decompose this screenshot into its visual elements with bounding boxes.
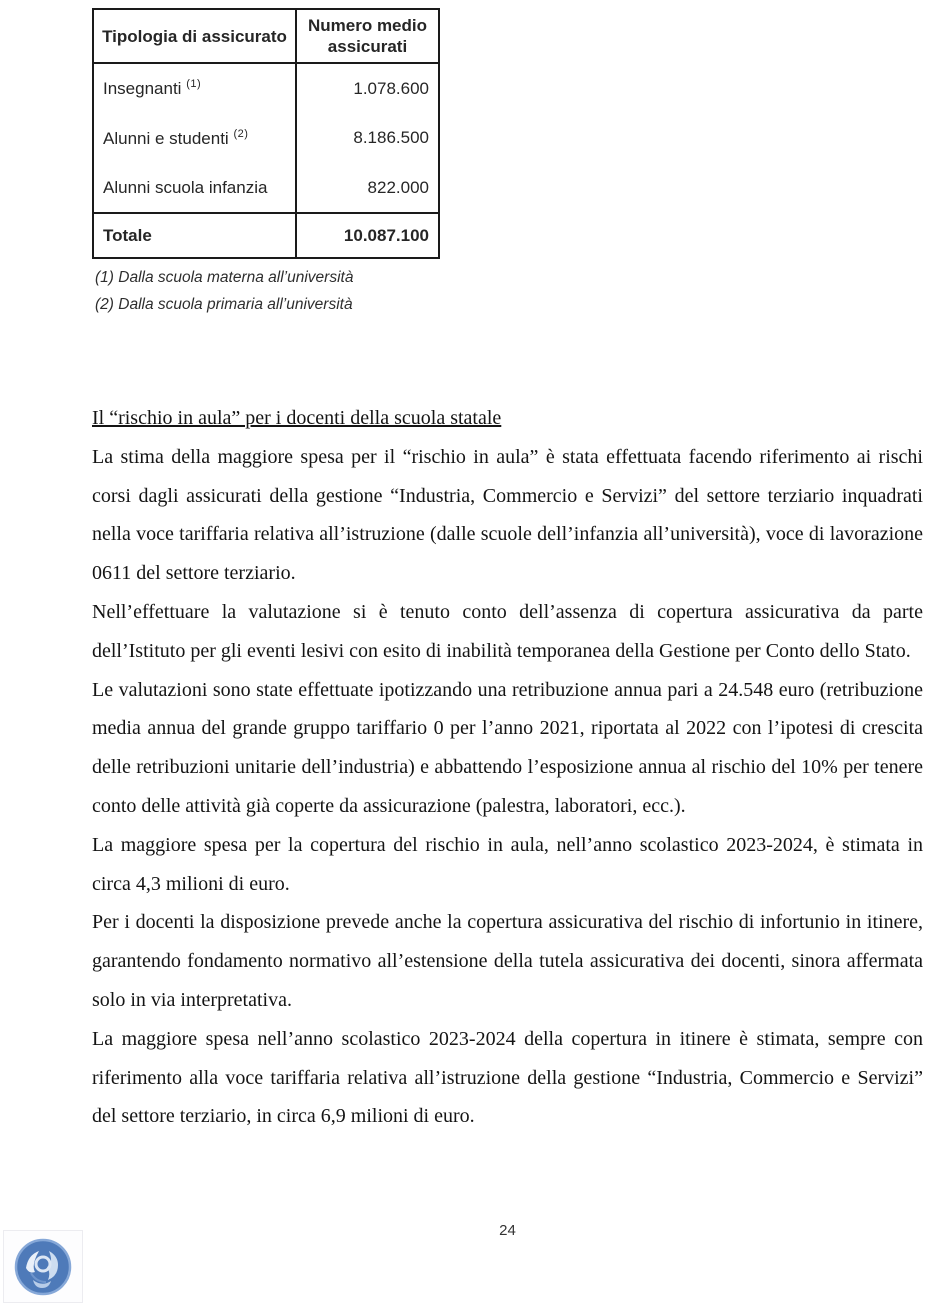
section-heading: Il “rischio in aula” per i docenti della scuola statale: [92, 407, 502, 429]
footnote-2: (2) Dalla scuola primaria all’università: [95, 296, 353, 313]
header-tipologia: Tipologia di assicurato: [93, 9, 296, 63]
table-header-row: [93, 9, 439, 63]
paragraph: Nell’effettuare la valutazione si è tenuto conto dell’assenza di copertura assicurativa da parte dell’Istituto per gli eventi lesivi con esito di inabilità temporanea della Gestione per Conto dello Stato.: [92, 600, 923, 662]
table-row: [93, 163, 439, 213]
seal-logo-box: [3, 1230, 83, 1303]
footnote-marker: (2): [233, 127, 249, 140]
insured-table: [92, 8, 440, 259]
footnote-1: (1) Dalla scuola materna all’università: [95, 269, 354, 286]
row-label: Alunni scuola infanzia: [103, 177, 268, 197]
body-text: [92, 399, 923, 1136]
paragraph: Le valutazioni sono state effettuate ipotizzando una retribuzione annua pari a 24.548 euro (retribuzione media annua del grande gruppo tariffario 0 per l’anno 2021, riportata al 2022 con l’ipotesi di crescita delle retribuzioni unitarie dell’industria) e abbattendo l’esposizione annua al rischio del 10% per tenere conto delle attività già coperte da assicurazione (palestra, laboratori, ecc.).: [92, 678, 923, 817]
header-numero-medio: Numero medio assicurati: [296, 9, 439, 63]
row-value: 822.000: [367, 177, 429, 197]
row-label: Alunni e studenti: [103, 128, 229, 148]
row-label: Insegnanti: [103, 79, 182, 98]
paragraph: La stima della maggiore spesa per il “rischio in aula” è stata effettuata facendo riferimento ai rischi corsi dagli assicurati della gestione “Industria, Commercio e Servizi” del settore terziario inquadrati nella voce tariffaria relativa all’istruzione (dalle scuole dell’infanzia all’università), voce di lavorazione 0611 del settore terziario.: [92, 445, 923, 585]
table-total-row: [93, 213, 439, 258]
paragraph: Per i docenti la disposizione prevede anche la copertura assicurativa del rischio di infortunio in itinere, garantendo fondamento normativo all’estensione della tutela assicurativa dei docenti, sinora affermata solo in via interpretativa.: [92, 911, 923, 1011]
table-footnotes: [95, 264, 353, 318]
table-row: [93, 113, 439, 163]
table-row: [93, 63, 439, 113]
total-value: 10.087.100: [296, 213, 439, 258]
footnote-marker: (1): [186, 78, 202, 90]
row-value: 8.186.500: [353, 128, 429, 147]
row-value: 1.078.600: [353, 78, 429, 98]
total-label: Totale: [93, 213, 296, 258]
paragraph: La maggiore spesa per la copertura del rischio in aula, nell’anno scolastico 2023-2024, è stimata in circa 4,3 milioni di euro.: [92, 833, 923, 895]
paragraph: La maggiore spesa nell’anno scolastico 2023-2024 della copertura in itinere è stimata, sempre con riferimento alla voce tariffaria relativa all’istruzione della gestione “Industria, Commercio e Servizi” del settore terziario, in circa 6,9 milioni di euro.: [92, 1027, 923, 1128]
page-number: 24: [499, 1222, 516, 1239]
